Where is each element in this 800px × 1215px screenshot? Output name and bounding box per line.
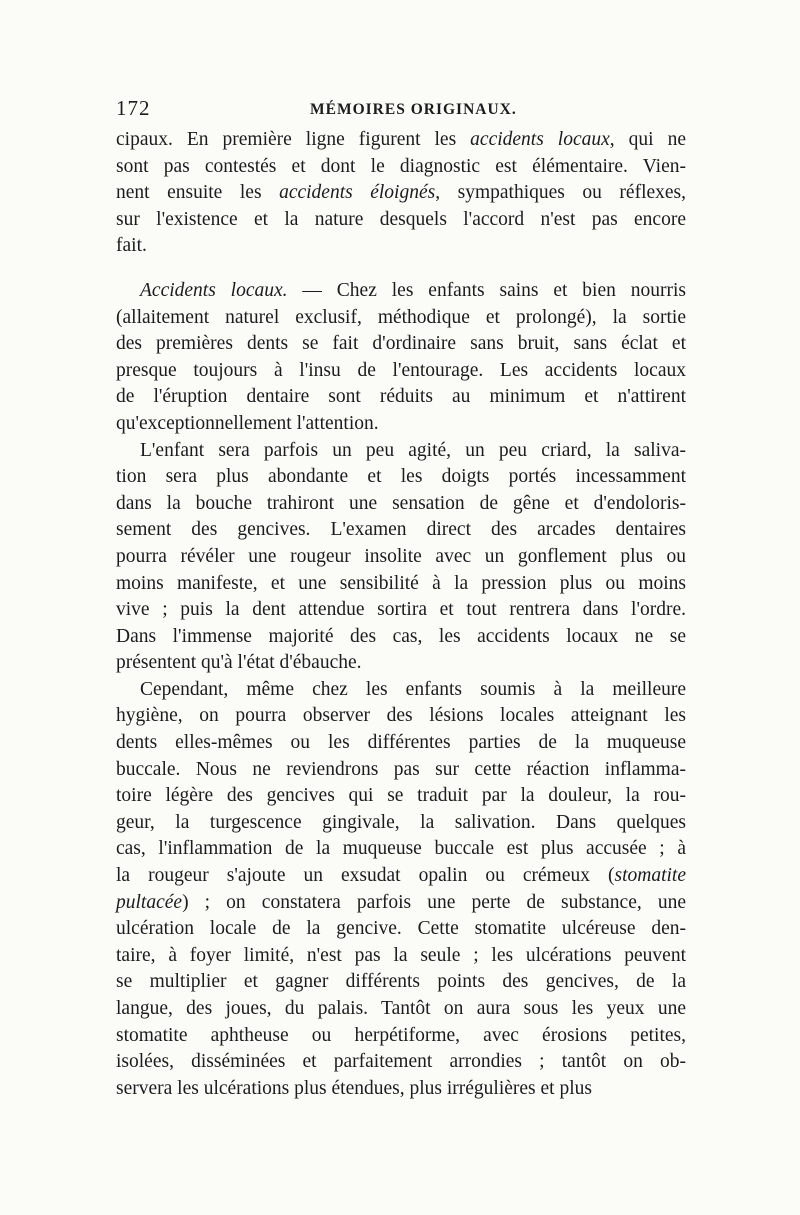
text-line: fait. (116, 235, 147, 257)
text-line: ulcération locale de la gencive. Cette stomatite ulcéreuse den- (116, 918, 686, 940)
text-line: pultacée) ; on constatera parfois une perte de substance, une (116, 891, 686, 913)
text-line: toire légère des gencives qui se traduit par la douleur, la rou- (116, 785, 686, 807)
running-title: MÉMOIRES ORIGINAUX. (310, 101, 517, 118)
text-line: taire, à foyer limité, n'est pas la seule ; les ulcérations peuvent (116, 944, 686, 966)
page-number: 172 (116, 96, 151, 120)
text-line: vive ; puis la dent attendue sortira et tout rentrera dans l'ordre. (116, 599, 686, 621)
text-line: presque toujours à l'insu de l'entourage. Les accidents locaux (116, 359, 686, 381)
text-line: dans la bouche trahiront une sensation de gêne et d'endoloris- (116, 492, 686, 514)
text-line: isolées, disséminées et parfaitement arrondies ; tantôt on ob- (116, 1051, 686, 1073)
italic-phrase: pultacée (116, 891, 183, 913)
text-line: pourra révéler une rougeur insolite avec un gonflement plus ou (116, 545, 686, 567)
text-line: L'enfant sera parfois un peu agité, un peu criard, la saliva- (140, 439, 686, 461)
text-line: langue, des joues, du palais. Tantôt on aura sous les yeux une (116, 998, 686, 1019)
text-line: Accidents locaux. — Chez les enfants sains et bien nourris (140, 279, 687, 301)
paragraph (116, 677, 686, 1103)
italic-phrase: accidents éloignés (279, 182, 436, 204)
text-line: présentent qu'à l'état d'ébauche. (116, 652, 362, 674)
text-line: qu'exceptionnellement l'attention. (116, 412, 379, 434)
text-line: hygiène, on pourra observer des lésions locales atteignant les (116, 705, 686, 727)
page-header (116, 96, 686, 126)
text-line: cipaux. En première ligne figurent les accidents locaux, qui ne (116, 129, 686, 150)
body-text (116, 127, 686, 1102)
italic-phrase: accidents locaux (470, 129, 610, 150)
text-line: cas, l'inflammation de la muqueuse buccale est plus accusée ; à (116, 838, 686, 860)
paragraph-gap (116, 260, 686, 278)
text-line: stomatite aphtheuse ou herpétiforme, avec érosions petites, (116, 1024, 686, 1046)
text-line: (allaitement naturel exclusif, méthodique et prolongé), la sortie (116, 306, 686, 328)
text-line: Dans l'immense majorité des cas, les accidents locaux ne se (116, 625, 686, 647)
text-line: servera les ulcérations plus étendues, plus irrégulières et plus (116, 1077, 592, 1099)
text-line: sement des gencives. L'examen direct des arcades dentaires (116, 519, 686, 541)
text-line: nent ensuite les accidents éloignés, sympathiques ou réflexes, (116, 182, 687, 204)
text-line: se multiplier et gagner différents points des gencives, de la (116, 971, 686, 993)
text-line: sur l'existence et la nature desquels l'accord n'est pas encore (116, 208, 686, 230)
paragraph (116, 278, 686, 438)
text-line: buccale. Nous ne reviendrons pas sur cette réaction inflamma- (116, 758, 686, 780)
text-line: la rougeur s'ajoute un exsudat opalin ou crémeux (stomatite (116, 865, 686, 887)
italic-phrase: Accidents locaux. (140, 279, 288, 301)
paragraph (116, 127, 686, 260)
text-line: tion sera plus abondante et les doigts portés incessamment (116, 466, 686, 488)
text-line: dents elles-mêmes ou les différentes parties de la muqueuse (116, 732, 686, 754)
text-line: des premières dents se fait d'ordinaire sans bruit, sans éclat et (116, 333, 686, 355)
text-line: sont pas contestés et dont le diagnostic est élémentaire. Vien- (116, 155, 686, 177)
text-line: Cependant, même chez les enfants soumis à la meilleure (140, 678, 686, 700)
italic-phrase: stomatite (614, 865, 686, 887)
paragraph (116, 438, 686, 677)
text-line: geur, la turgescence gingivale, la salivation. Dans quelques (116, 811, 686, 833)
text-line: moins manifeste, et une sensibilité à la pression plus ou moins (116, 572, 686, 594)
text-line: de l'éruption dentaire sont réduits au minimum et n'attirent (116, 386, 686, 408)
